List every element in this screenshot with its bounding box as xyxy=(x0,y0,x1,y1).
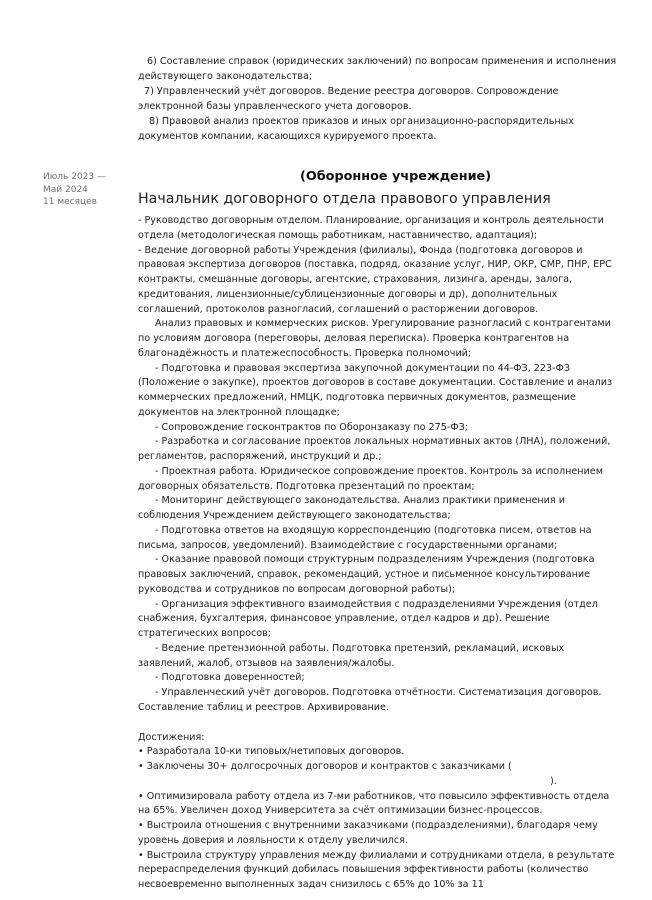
previous-duties-list xyxy=(138,54,618,144)
achievements-heading: Достижения: xyxy=(138,731,205,743)
duty-item: - Подготовка доверенностей; xyxy=(155,672,305,684)
duty-item: 6) Составление справок (юридических заключений) по вопросам применения и исполнения действующего законодательства; xyxy=(138,56,617,82)
duty-item: - Проектная работа. Юридическое сопровождение проектов. Контроль за исполнением договорных обязательств. Подготовка презентаций по проектам; xyxy=(138,465,603,492)
experience-dates xyxy=(43,171,123,209)
position-title: Начальник договорного отдела правового управления xyxy=(138,191,551,207)
duty-item: - Организация эффективного взаимодействия с подразделениями Учреждения (отдел снабжения, бухгалтерия, финансовое управление, отдел кадров и др). Решение стратегических вопросов; xyxy=(138,598,598,639)
duration: 11 месяцев xyxy=(43,197,97,208)
achievement-item: • Разработала 10-ки типовых/нетиповых договоров. xyxy=(138,746,405,758)
duty-item: - Руководство договорным отделом. Планирование, организация и контроль деятельности отдела (методологическая помощь работникам, наставничество, адаптация); xyxy=(138,215,604,241)
duty-item: - Ведение претензионной работы. Подготовка претензий, рекламаций, исковых заявлений, жалоб, отзывов на заявления/жалобы. xyxy=(138,642,565,669)
duty-item: - Подготовка ответов на входящую корреспонденцию (подготовка писем, ответов на письма, запросов, уведомлений). Взаимодействие с государственными органами; xyxy=(138,524,592,551)
duty-item: - Управленческий учёт договоров. Подготовка отчётности. Систематизация договоров. Составление таблиц и реестров. Архивирование. xyxy=(138,687,602,713)
achievement-item: • Выстроила структуру управления между филиалами и сотрудниками отдела, в результате перераспределения функций добилась повышения эффективности работы (количество несвоевременно выполненных задач снизилось с 65% до 10% за 11 xyxy=(138,849,615,890)
achievement-item: • Выстроила отношения с внутренними заказчиками (подразделениями), благодаря чему уровень доверия и лояльности к отделу увеличился. xyxy=(138,820,598,846)
achievement-item: • Оптимизировала работу отдела из 7-ми работников, что повысило эффективность отдела на 65%. Увеличен доход Университета за счёт оптимизации бизнес-процессов. xyxy=(138,790,610,817)
achievement-text: • Заключены 30+ долгосрочных договоров и контрактов с заказчиками ( xyxy=(138,761,512,772)
organization-name: (Оборонное учреждение) xyxy=(300,169,492,184)
duty-item: - Подготовка и правовая экспертиза закупочной документации по 44-ФЗ, 223-ФЗ (Положение о закупке), проектов договоров в составе документации. Составление и анализ коммерческих предложений, НМЦК, подготовка первичных документов, размещение документов на электронной площадке; xyxy=(138,362,613,418)
duty-item: Анализ правовых и коммерческих рисков. Урегулирование разногласий с контрагентами по условиям договора (переговоры, деловая переписка). Проверка контрагентов на благонадёжность и платежеспособность. Проверка полномочий; xyxy=(138,318,611,359)
duty-item: - Ведение договорной работы Учреждения (филиалы), Фонда (подготовка договоров и правовая экспертиза договоров (поставка, подряд, оказание услуг, НИР, ОКР, СМР, ПНР, EPC контракты, смешанные договоры, агентские, страхования, лизинга, аренды, залога, кредитования, лицензионные/сублицензионные договоры и др), дополнительных соглашений, протоколов разногласий, соглашений о расторжении договоров. xyxy=(138,244,612,315)
duty-item: - Мониторинг действующего законодательства. Анализ практики применения и соблюдения Учреждением действующего законодательства; xyxy=(138,495,565,521)
date-start: Июль 2023 — xyxy=(43,172,106,182)
date-end: Май 2024 xyxy=(43,184,88,195)
experience-description xyxy=(138,214,622,893)
duty-item: 7) Управленческий учёт договоров. Ведение реестра договоров. Сопровождение электронной базы управленческого учета договоров. xyxy=(138,86,559,112)
duty-item: 8) Правовой анализ проектов приказов и иных организационно-распорядительных документов компании, касающихся курируемого проекта. xyxy=(138,116,574,142)
achievement-item xyxy=(138,760,622,790)
duty-item: - Оказание правовой помощи структурным подразделениям Учреждения (подготовка правовых заключений, справок, рекомендаций, устное и письменное консультирование руководства и сотрудников по вопросам договорной работы); xyxy=(138,554,595,595)
duty-item: - Разработка и согласование проектов локальных нормативных актов (ЛНА), положений, регламентов, распоряжений, инструкций и др.; xyxy=(138,436,611,462)
achievement-close: ). xyxy=(550,775,557,787)
duty-item: - Сопровождение госконтрактов по Оборонзаказу по 275-ФЗ; xyxy=(155,421,468,433)
